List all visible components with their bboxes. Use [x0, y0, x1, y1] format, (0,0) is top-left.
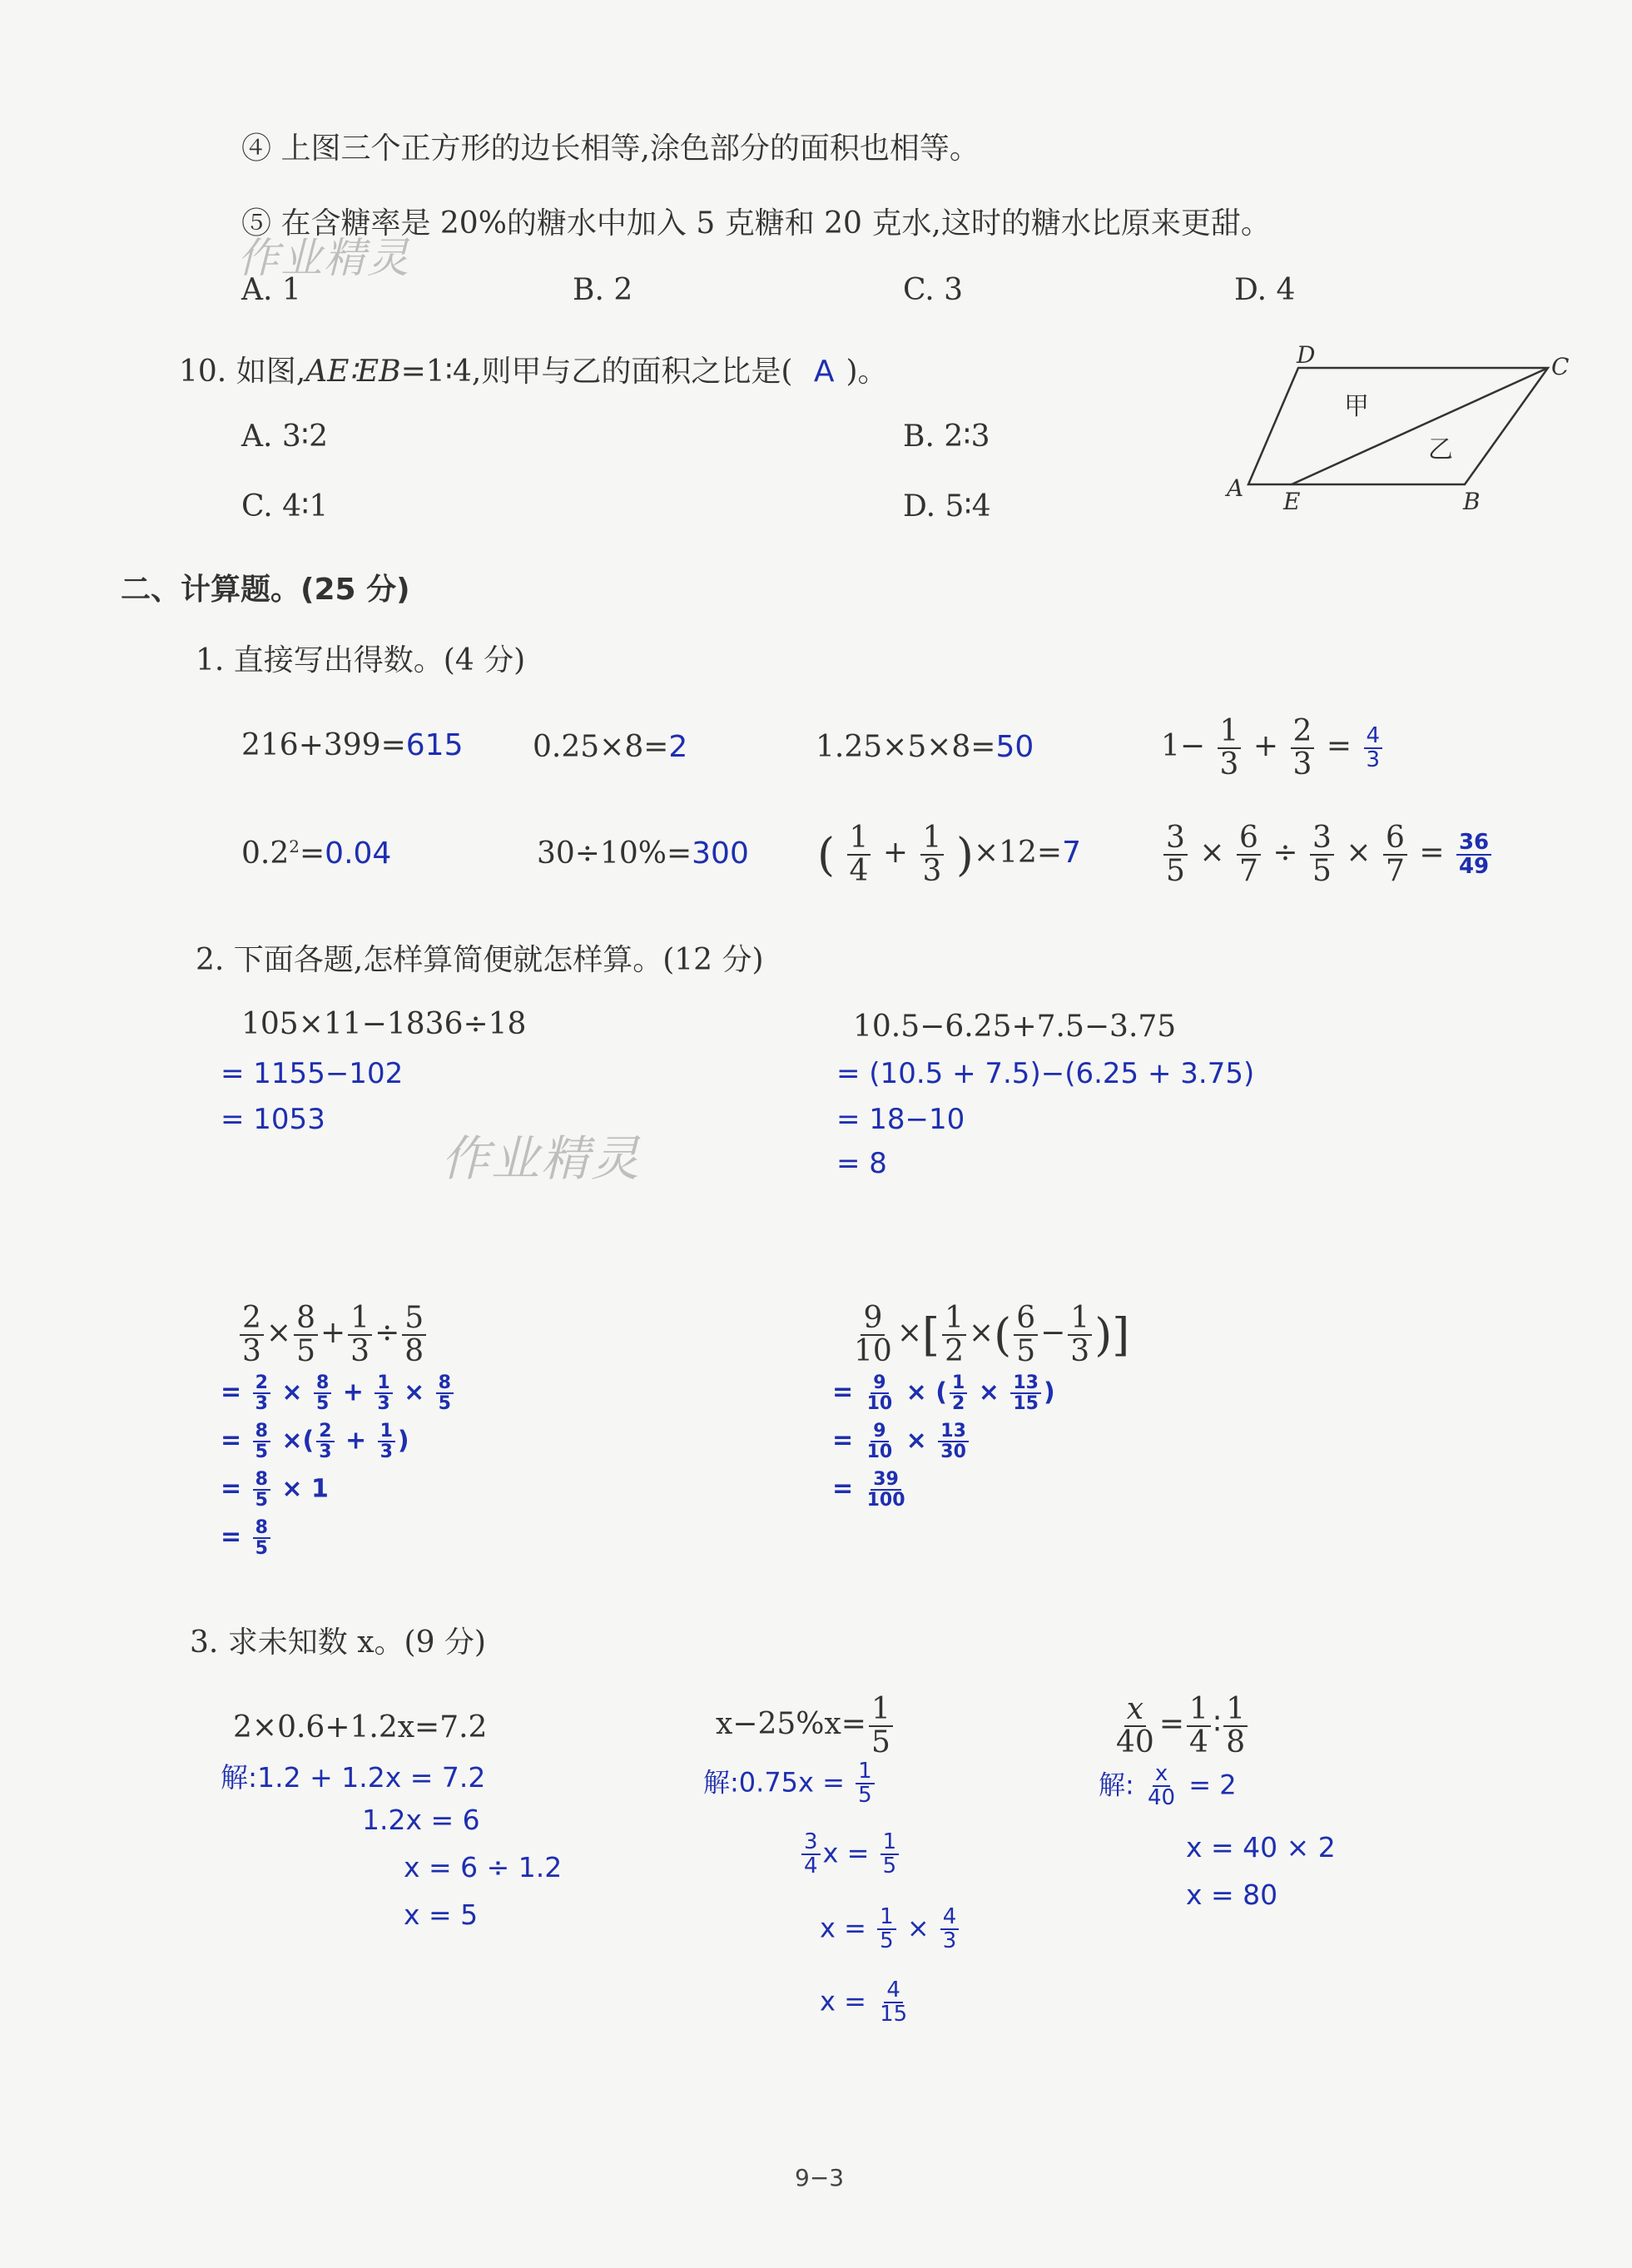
p1-r2a-base: 0.2 — [241, 836, 290, 871]
frac-num: 9 — [871, 1422, 888, 1442]
frac-den: 4 — [849, 853, 869, 888]
frac-den: 5 — [438, 1393, 451, 1415]
divide-sign: ÷ — [1272, 835, 1298, 870]
p1-r1-q2: 0.25×8= — [533, 730, 669, 764]
frac-num: 1 — [942, 1303, 966, 1336]
p1-r2-item4 — [1161, 822, 1494, 887]
p3-e2-step4 — [820, 1979, 912, 2027]
equals-sign: = — [832, 1426, 854, 1456]
frac-den: 5 — [255, 1538, 268, 1560]
p1-r2-item2 — [537, 836, 749, 871]
p2-e2-step3: = 8 — [836, 1147, 887, 1180]
q9-option-b: B. 2 — [573, 273, 633, 307]
q10-option-b: B. 2∶3 — [903, 419, 990, 454]
times-sign: × — [978, 1377, 1000, 1407]
minus-sign: − — [1040, 1315, 1066, 1350]
p3-e2-question — [716, 1694, 895, 1759]
p2-e4-step3 — [832, 1470, 910, 1510]
frac-den: 3 — [377, 1393, 390, 1415]
p1-r1-q3: 1.25×5×8= — [816, 730, 996, 764]
p1-r1-a1: 615 — [405, 728, 464, 762]
diagonal-ce — [1292, 368, 1548, 484]
frac-num: 3 — [1163, 822, 1188, 856]
p1-r1-a3: 50 — [995, 730, 1034, 764]
frac-den: 5 — [880, 1928, 894, 1954]
frac-den: 5 — [315, 1393, 330, 1415]
frac-den: 5 — [858, 1783, 872, 1809]
p3-e2-s3-text: x = — [820, 1912, 866, 1944]
q10-stem-c: =1∶4,则甲与乙的面积之比是( — [400, 355, 793, 389]
colon-sign: ∶ — [1213, 1706, 1222, 1741]
frac-num: 1 — [950, 1373, 967, 1394]
plus-sign: + — [345, 1426, 367, 1456]
p3-e2-s4-text: x = — [820, 1985, 866, 2017]
p3-e2-step2 — [799, 1831, 901, 1878]
frac-den: 2 — [951, 1393, 965, 1415]
frac-den: 7 — [1385, 853, 1405, 888]
frac-num: 9 — [871, 1373, 888, 1394]
divide-sign: ÷ — [375, 1315, 400, 1350]
p2-e1-question: 105×11−1836÷18 — [241, 1007, 527, 1041]
p3-e2-step3 — [820, 1906, 961, 1953]
q9-statement-5: ⑤ 在含糖率是 20%的糖水中加入 5 克糖和 20 克水,这时的糖水比原来更甜。 — [241, 206, 1271, 241]
equals-sign: = — [1326, 728, 1352, 763]
times-sign: × — [265, 1315, 292, 1350]
times-sign: × — [896, 1315, 922, 1350]
q10-stem-a: 如图, — [236, 355, 306, 389]
frac-num: 1 — [1187, 1694, 1211, 1727]
frac-den: 10 — [866, 1393, 893, 1415]
left-paren: ( — [302, 1426, 315, 1456]
frac-num: 8 — [253, 1518, 270, 1539]
frac-den: 8 — [1226, 1725, 1246, 1759]
p1-r1-item3 — [816, 730, 1034, 764]
frac-den: 10 — [854, 1333, 892, 1368]
equals-sign: = — [832, 1474, 854, 1504]
frac-den: 3 — [319, 1442, 332, 1463]
p3-e2-q-text: x−25%x= — [716, 1706, 866, 1741]
q10-stem — [179, 348, 888, 390]
frac-num: 1 — [348, 1303, 372, 1336]
times-sign: × — [905, 1426, 927, 1456]
q10-option-d: D. 5∶4 — [903, 489, 991, 524]
q10-answer: A — [813, 355, 835, 389]
frac-num: 6 — [1237, 822, 1261, 856]
label-jia: 甲 — [1344, 392, 1369, 421]
p1-r1-q1: 216+399= — [241, 728, 406, 762]
times-sign: × — [281, 1377, 303, 1407]
answer-den: 3 — [1366, 747, 1381, 772]
frac-den: 8 — [404, 1333, 424, 1368]
p1-r1-a2: 2 — [668, 730, 688, 764]
frac-num: 13 — [938, 1422, 969, 1442]
p3-e1-step2: 1.2x = 6 — [362, 1804, 480, 1836]
p2-e4-question — [849, 1303, 1129, 1367]
q9-option-d: D. 4 — [1234, 273, 1296, 307]
frac-num: x — [1153, 1763, 1170, 1787]
frac-num: 2 — [1291, 716, 1315, 749]
q10-option-a: A. 3∶2 — [241, 419, 329, 454]
frac-num: 6 — [1014, 1303, 1038, 1336]
times-sign: × — [905, 1377, 927, 1407]
frac-num: 5 — [402, 1303, 426, 1336]
p3-e2-s2-text: x = — [822, 1837, 870, 1869]
p3-e3-step2: x = 40 × 2 — [1186, 1831, 1336, 1864]
label-d: D — [1297, 341, 1316, 369]
frac-num: 1 — [869, 1694, 893, 1727]
answer-num: 4 — [1364, 725, 1383, 749]
p2-e2-step2: = 18−10 — [836, 1103, 965, 1136]
p1-r1-item1 — [241, 728, 463, 762]
right-bracket: ] — [1112, 1308, 1130, 1362]
frac-den: 2 — [945, 1333, 964, 1368]
times-sign: × — [281, 1426, 303, 1456]
right-paren: ) — [397, 1426, 409, 1456]
frac-num: 1 — [880, 1831, 900, 1855]
frac-den: 3 — [1292, 747, 1312, 782]
frac-num: 6 — [1383, 822, 1407, 856]
frac-num: 8 — [294, 1303, 318, 1336]
frac-num: 1 — [847, 822, 871, 856]
p1-r2c-answer: 7 — [1062, 835, 1081, 870]
label-c: C — [1551, 353, 1570, 380]
right-paren: ) — [1043, 1377, 1055, 1407]
left-bracket: [ — [921, 1308, 940, 1362]
frac-num: 1 — [1218, 716, 1242, 749]
right-paren: ) — [955, 828, 974, 881]
frac-num: 2 — [240, 1303, 264, 1336]
q10-option-c: C. 4∶1 — [241, 489, 329, 524]
equals-sign: = — [832, 1377, 854, 1407]
frac-num: 39 — [871, 1470, 901, 1491]
frac-den: 5 — [1312, 853, 1332, 888]
p1-r2a-answer: 0.04 — [325, 836, 392, 871]
p2-e4-step2 — [832, 1422, 971, 1462]
plus-sign: + — [882, 835, 909, 870]
p1-r2a-sup: 2 — [289, 836, 300, 856]
label-yi: 乙 — [1428, 435, 1453, 464]
frac-den: 4 — [1188, 1725, 1208, 1759]
frac-num: 8 — [436, 1373, 454, 1394]
p1-r1-item2 — [533, 730, 687, 764]
frac-num: 1 — [378, 1422, 395, 1442]
times-sign: × — [1199, 835, 1225, 870]
equals-sign: = — [300, 836, 325, 871]
p2-e3-step1 — [221, 1373, 456, 1413]
frac-num: 2 — [316, 1422, 334, 1442]
frac-den: 40 — [1147, 1785, 1176, 1811]
right-paren: ) — [1094, 1308, 1113, 1362]
p3-e1-step4: x = 5 — [404, 1898, 479, 1931]
page-number: 9−3 — [795, 2164, 845, 2191]
p3-e3-step1 — [1099, 1763, 1237, 1810]
frac-num: 4 — [884, 1979, 903, 2003]
watermark: 作业精灵 — [237, 234, 410, 282]
frac-num: x — [1124, 1694, 1146, 1727]
equals-sign: = — [221, 1426, 242, 1456]
label-b: B — [1463, 488, 1481, 515]
frac-den: 5 — [1166, 853, 1185, 888]
p2-e3-step4 — [221, 1518, 273, 1558]
frac-den: 5 — [255, 1442, 268, 1463]
frac-num: 3 — [1310, 822, 1334, 856]
p3-e3-s1-right: = 2 — [1188, 1769, 1237, 1801]
frac-num: 1 — [856, 1760, 875, 1784]
frac-den: 10 — [866, 1442, 893, 1463]
frac-den: 3 — [255, 1393, 268, 1415]
left-paren: ( — [935, 1377, 947, 1407]
frac-den: 5 — [882, 1854, 897, 1879]
p3-e1-step1: 解:1.2 + 1.2x = 7.2 — [221, 1761, 486, 1794]
frac-num: 8 — [253, 1470, 270, 1491]
equals-sign: = — [1158, 1706, 1184, 1741]
frac-den: 40 — [1116, 1725, 1154, 1759]
frac-den: 3 — [379, 1442, 393, 1463]
frac-num: 1 — [920, 822, 945, 856]
frac-den: 3 — [350, 1333, 370, 1368]
frac-num: 9 — [861, 1303, 885, 1336]
equals-sign: = — [221, 1474, 242, 1504]
p2-e3-s3-rest: × 1 — [281, 1474, 329, 1504]
frac-den: 30 — [940, 1442, 966, 1463]
p1-title: 1. 直接写出得数。(4 分) — [196, 643, 526, 677]
p3-e2-s1-text: 解:0.75x = — [703, 1766, 845, 1799]
frac-num: 1 — [1223, 1694, 1248, 1727]
times-sign: × — [906, 1912, 930, 1944]
frac-num: 2 — [253, 1373, 270, 1394]
times-sign: × — [968, 1315, 995, 1350]
watermark-2: 作业精灵 — [441, 1130, 642, 1187]
plus-sign: + — [320, 1315, 346, 1350]
p2-e2-step1: = (10.5 + 7.5)−(6.25 + 3.75) — [836, 1057, 1255, 1090]
p2-title: 2. 下面各题,怎样算简便就怎样算。(12 分) — [196, 943, 764, 977]
frac-num: 1 — [1068, 1303, 1092, 1336]
p1-r2b-q: 30÷10%= — [537, 836, 692, 871]
plus-sign: + — [1253, 728, 1279, 763]
p3-e3-question — [1111, 1694, 1250, 1759]
parallelogram-outline — [1248, 368, 1548, 484]
frac-den: 5 — [1016, 1333, 1036, 1368]
frac-den: 3 — [242, 1333, 261, 1368]
p1-r2b-answer: 300 — [692, 836, 749, 871]
p3-e1-step3: x = 6 ÷ 1.2 — [404, 1851, 563, 1883]
frac-num: 1 — [375, 1373, 392, 1394]
left-paren: ( — [817, 828, 836, 881]
frac-den: 5 — [871, 1725, 890, 1759]
frac-num: 3 — [801, 1831, 821, 1855]
left-paren: ( — [994, 1308, 1012, 1362]
frac-den: 15 — [1013, 1393, 1039, 1415]
frac-den: 3 — [1070, 1333, 1090, 1368]
q10-number: 10. — [179, 355, 227, 389]
answer-den: 49 — [1458, 853, 1490, 879]
frac-den: 4 — [804, 1854, 818, 1879]
p2-e3-step3 — [221, 1470, 329, 1510]
q10-stem-end: )。 — [846, 355, 888, 389]
p1-r2-item1 — [241, 836, 391, 871]
frac-den: 3 — [942, 1928, 957, 1954]
times-sign: × — [1346, 835, 1372, 870]
times-sign: × — [404, 1377, 425, 1407]
q10-ratio-label: AE∶EB — [305, 355, 401, 389]
frac-den: 5 — [255, 1490, 268, 1511]
p3-e3-s1-text: 解: — [1099, 1769, 1134, 1801]
parallelogram-figure — [1215, 341, 1581, 524]
label-e: E — [1283, 488, 1301, 515]
p3-e3-step3: x = 80 — [1186, 1878, 1278, 1911]
frac-den: 3 — [1219, 747, 1239, 782]
p1-r2c-rest: ×12= — [973, 835, 1063, 870]
frac-den: 3 — [922, 853, 942, 888]
p2-e4-step1 — [832, 1373, 1055, 1413]
q9-statement-4: ④ 上图三个正方形的边长相等,涂色部分的面积也相等。 — [241, 132, 980, 166]
p3-e1-question: 2×0.6+1.2x=7.2 — [233, 1710, 488, 1744]
frac-den: 7 — [1238, 853, 1258, 888]
equals-sign: = — [1419, 835, 1445, 870]
equals-sign: = — [221, 1377, 242, 1407]
frac-den: 5 — [296, 1333, 315, 1368]
plus-sign: + — [342, 1377, 364, 1407]
frac-num: 8 — [253, 1422, 270, 1442]
frac-num: 13 — [1010, 1373, 1041, 1394]
frac-num: 4 — [940, 1906, 960, 1930]
section-2-title: 二、计算题。(25 分) — [121, 573, 410, 607]
equals-sign: = — [221, 1522, 242, 1552]
p2-e1-step2: = 1053 — [221, 1103, 325, 1136]
p3-title: 3. 求未知数 x。(9 分) — [190, 1625, 486, 1660]
p1-r1-item4 — [1161, 716, 1385, 781]
p3-e2-step1 — [703, 1760, 877, 1808]
p2-e3-question — [237, 1303, 429, 1367]
q9-option-c: C. 3 — [903, 273, 964, 307]
p2-e1-step1: = 1155−102 — [221, 1057, 404, 1090]
answer-num: 36 — [1456, 831, 1491, 856]
p2-e3-step2 — [221, 1422, 409, 1462]
p1-r1d-one: 1− — [1161, 728, 1206, 763]
p1-r2-item3 — [817, 822, 1081, 887]
frac-num: 1 — [877, 1906, 896, 1930]
frac-num: 8 — [314, 1373, 331, 1394]
q9-option-a: A. 1 — [241, 273, 301, 307]
frac-den: 100 — [866, 1490, 905, 1511]
p2-e2-question: 10.5−6.25+7.5−3.75 — [853, 1010, 1177, 1044]
frac-den: 15 — [880, 2002, 908, 2027]
label-a: A — [1227, 474, 1244, 502]
